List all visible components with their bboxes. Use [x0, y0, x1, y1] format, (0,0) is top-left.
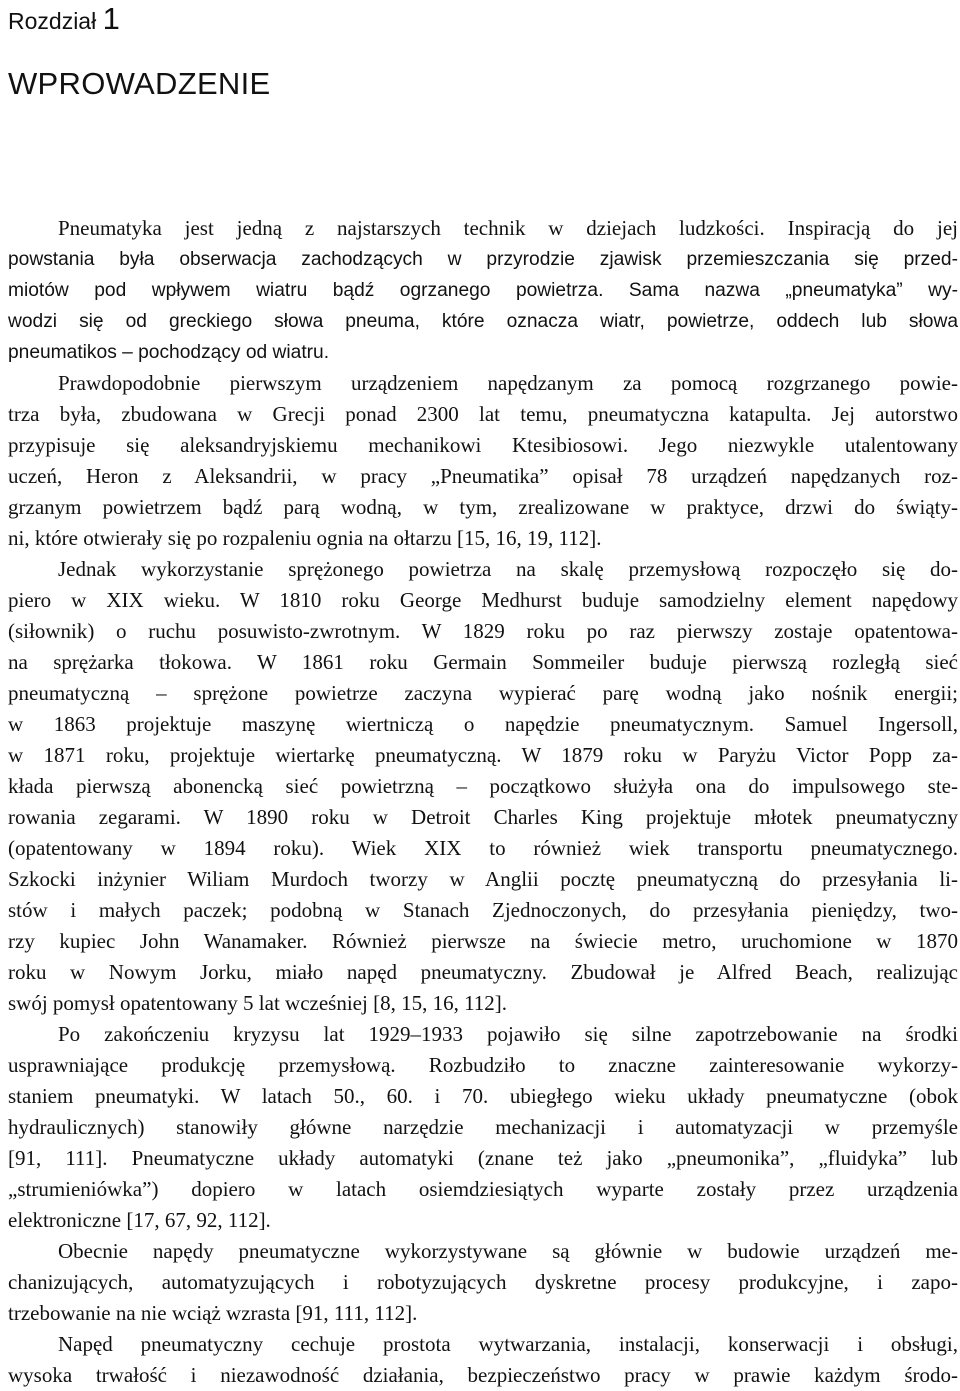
- text-line-content: pneumatikos – pochodzący od wiatru.: [8, 342, 330, 363]
- text-line: [8, 337, 958, 368]
- text-line: na sprężarka tłokowa. W 1861 roku Germain Sommeiler buduje pierwszą rozległą sieć: [8, 650, 958, 674]
- text-line: (opatentowany w 1894 roku). Wiek XIX to również wiek transportu pneumatycznego.: [8, 836, 958, 860]
- text-line: elektroniczne [17, 67, 92, 112].: [8, 1208, 271, 1232]
- chapter-word: Rozdział: [8, 8, 97, 34]
- text-line: swój pomysł opatentowany 5 lat wcześniej [8, 15, 16, 112].: [8, 991, 508, 1015]
- text-line: Napęd pneumatyczny cechuje prostota wytwarzania, instalacji, konserwacji i obsługi,: [58, 1332, 958, 1356]
- text-line: „strumieniówka”) dopiero w latach osiemdziesiątych wyparte zostały przez urządzenia: [8, 1177, 958, 1201]
- text-line: piero w XIX wieku. W 1810 roku George Medhurst buduje samodzielny element napędowy: [8, 588, 958, 612]
- text-line-content: wodzi się od greckiego słowa pneuma, które oznacza wiatr, powietrze, oddech lub słowa: [8, 311, 958, 332]
- text-line: usprawniające produkcję przemysłową. Rozbudziło to znaczne zainteresowanie wykorzy-: [8, 1053, 958, 1077]
- text-line: trza była, zbudowana w Grecji ponad 2300 lat temu, pneumatyczna katapulta. Jej autorstwo: [8, 402, 958, 426]
- text-line: roku w Nowym Jorku, miało napęd pneumatyczny. Zbudował je Alfred Beach, realizując: [8, 960, 958, 984]
- text-line: Obecnie napędy pneumatyczne wykorzystywane są głównie w budowie urządzeń me-: [58, 1239, 958, 1263]
- text-line-content: powstania była obserwacja zachodzących w przyrodzie zjawisk przemieszczania się przed-: [8, 249, 958, 270]
- text-line: przypisuje się aleksandryjskiemu mechanikowi Ktesibiosowi. Jego niezwykle utalentowany: [8, 433, 958, 457]
- text-line: [91, 111]. Pneumatyczne układy automatyki (znane też jako „pneumonika”, „fluidyka” lub: [8, 1146, 958, 1170]
- text-line: stów i małych paczek; podobną w Stanach Zjednoczonych, do przesyłania pieniędzy, two-: [8, 898, 958, 922]
- text-line: ni, które otwierały się po rozpaleniu ognia na ołtarzu [15, 16, 19, 112].: [8, 526, 602, 550]
- text-line: rowania zegarami. W 1890 roku w Detroit Charles King projektuje młotek pneumatyczny: [8, 805, 958, 829]
- text-line: Jednak wykorzystanie sprężonego powietrza na skalę przemysłową rozpoczęło się do-: [58, 557, 958, 581]
- chapter-number: 1: [102, 1, 120, 36]
- text-line: Prawdopodobnie pierwszym urządzeniem napędzanym za pomocą rozgrzanego powie-: [58, 371, 958, 395]
- chapter-title: WPROWADZENIE: [8, 66, 271, 101]
- text-line: staniem pneumatyki. W latach 50., 60. i 70. ubiegłego wieku układy pneumatyczne (obok: [8, 1084, 958, 1108]
- body-text: [8, 213, 958, 1391]
- text-line: Szkocki inżynier Wiliam Murdoch tworzy w Anglii pocztę pneumatyczną do przesyłania li-: [8, 867, 958, 891]
- text-line: trzebowanie na nie wciąż wzrasta [91, 111, 112].: [8, 1301, 418, 1325]
- text-line: Po zakończeniu kryzysu lat 1929–1933 pojawiło się silne zapotrzebowanie na środki: [58, 1022, 958, 1046]
- text-line: kłada pierwszą abonencką sieć powietrzną – początkowo służyła ona do impulsowego ste-: [8, 774, 958, 798]
- text-line: uczeń, Heron z Aleksandrii, w pracy „Pneumatika” opisał 78 urządzeń napędzanych roz-: [8, 464, 958, 488]
- text-line: pneumatyczną – sprężone powietrze zaczyna wypierać parę wodną jako nośnik energii;: [8, 681, 958, 705]
- text-line: hydraulicznych) stanowiły główne narzędzie mechanizacji i automatyzacji w przemyśle: [8, 1115, 958, 1139]
- text-line: chanizujących, automatyzujących i robotyzujących dyskretne procesy produkcyjne, i zapo-: [8, 1270, 958, 1294]
- text-line: [8, 244, 958, 275]
- text-line: (siłownik) o ruchu posuwisto-zwrotnym. W 1829 roku po raz pierwszy zostaje opatentowa-: [8, 619, 958, 643]
- text-line: grzanym powietrzem bądź parą wodną, w tym, zrealizowane w praktyce, drzwi do świąty-: [8, 495, 958, 519]
- text-line: rzy kupiec John Wanamaker. Również pierwsze na świecie metro, uruchomione w 1870: [8, 929, 958, 953]
- text-line: wysoka trwałość i niezawodność działania, bezpieczeństwo pracy w prawie każdym środo-: [8, 1363, 958, 1387]
- text-line: Pneumatyka jest jedną z najstarszych technik w dziejach ludzkości. Inspiracją do jej: [58, 216, 958, 240]
- text-line: [8, 275, 958, 306]
- text-line: w 1871 roku, projektuje wiertarkę pneumatyczną. W 1879 roku w Paryżu Victor Popp za-: [8, 743, 958, 767]
- text-line: [8, 306, 958, 337]
- chapter-label: [8, 0, 120, 40]
- text-line-content: miotów pod wpływem wiatru bądź ogrzanego powietrza. Sama nazwa „pneumatyka” wy-: [8, 280, 958, 301]
- text-line: w 1863 projektuje maszynę wiertniczą o napędzie pneumatycznym. Samuel Ingersoll,: [8, 712, 958, 736]
